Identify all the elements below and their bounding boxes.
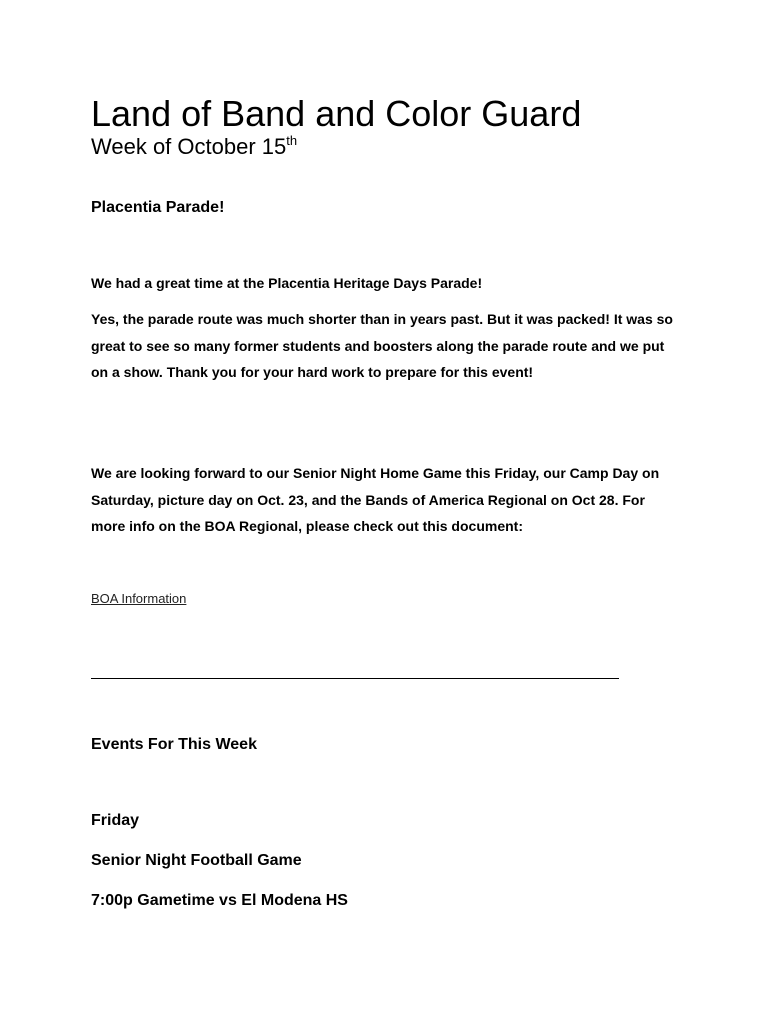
event-name: Senior Night Football Game xyxy=(91,852,302,869)
event-day: Friday xyxy=(91,812,140,829)
parade-body-paragraph: Yes, the parade route was much shorter than in years past. But it was packed! It was so great to see so many former students and boosters along the parade route and we put on a show. Thank you for your hard work to prepare for this event! xyxy=(91,311,673,380)
subtitle-ordinal-suffix: th xyxy=(286,133,298,148)
page-title: Land of Band and Color Guard xyxy=(91,93,582,134)
horizontal-divider xyxy=(91,678,619,679)
subtitle-text: Week of October 15 xyxy=(91,134,287,159)
parade-intro-paragraph: We had a great time at the Placentia Heritage Days Parade! xyxy=(91,275,483,291)
boa-information-link[interactable]: BOA Information xyxy=(91,591,187,606)
parade-heading: Placentia Parade! xyxy=(91,199,225,216)
event-time: 7:00p Gametime vs El Modena HS xyxy=(91,892,348,909)
upcoming-events-paragraph: We are looking forward to our Senior Night Home Game this Friday, our Camp Day on Saturday, picture day on Oct. 23, and the Bands of America Regional on Oct 28. For more info on the BOA Regional, please check out this document: xyxy=(91,465,660,534)
events-heading: Events For This Week xyxy=(91,736,257,753)
page-subtitle xyxy=(91,133,297,161)
